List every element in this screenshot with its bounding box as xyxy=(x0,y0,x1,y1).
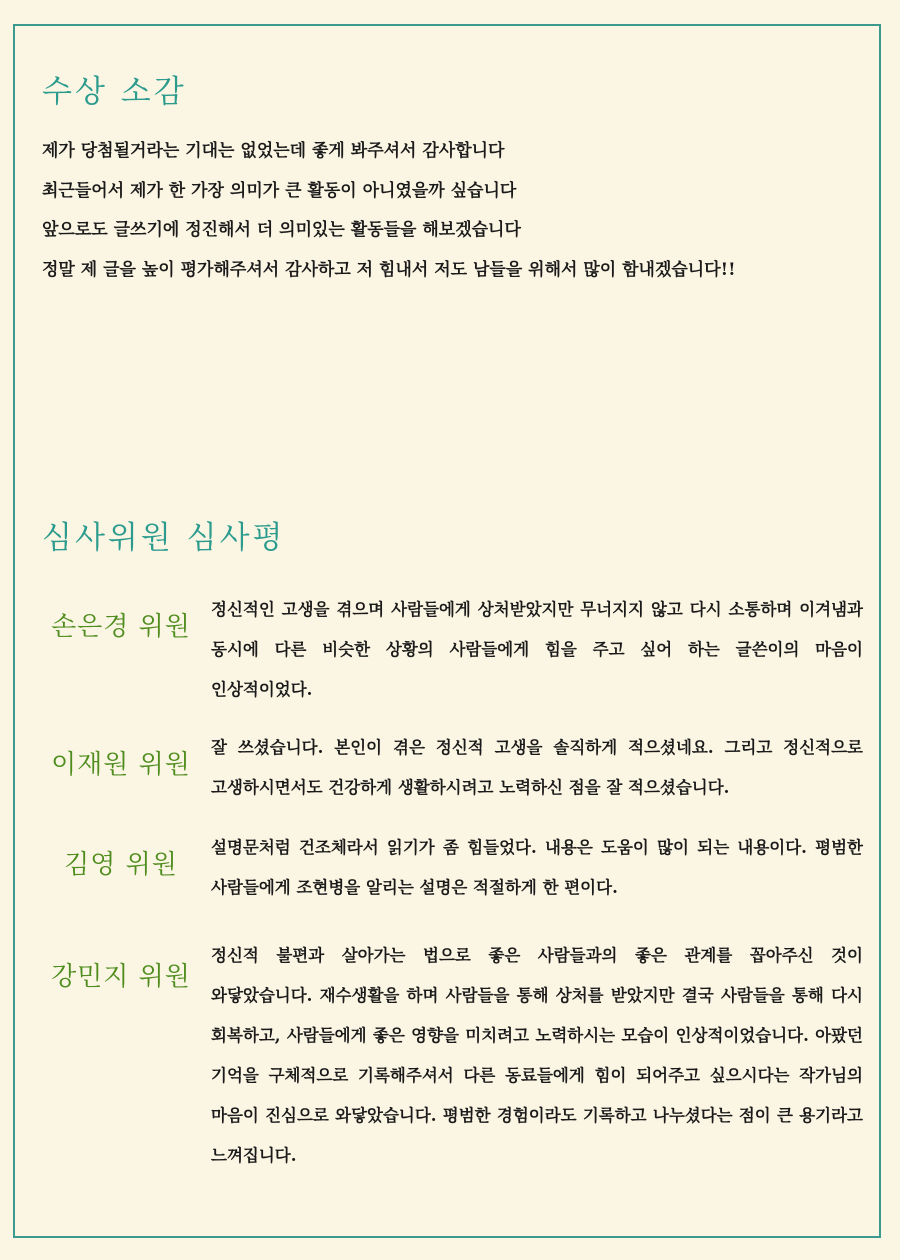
award-speech-heading: 수상 소감 xyxy=(42,74,187,110)
review-text: 설명문처럼 건조체라서 읽기가 좀 힘들었다. 내용은 도움이 많이 되는 내용이다. 평범한 사람들에게 조현병을 알리는 설명은 적절하게 한 편이다. xyxy=(211,838,863,897)
judges-review-heading: 심사위원 심사평 xyxy=(42,520,286,556)
review-text: 정신적 불편과 살아가는 법으로 좋은 사람들과의 좋은 관계를 꼽아주신 것이 와닿았습니다. 재수생활을 하며 사람들을 통해 상처를 받았지만 결국 사람들을 통해 다시 회복하고, 사람들에게 좋은 영향을 미치려고 노력하시는 모습이 인상적이었습니다. 아팠던 기억을 구체적으로 기록해주셔서 다른 동료들에게 힘이 되어주고 싶으시다는 작가님의 마음이 진심으로 와닿았습니다. 평범한 경험이라도 기록하고 나누셨다는 점이 큰 용기라고 느껴집니다. xyxy=(211,946,863,1165)
award-speech-line: 제가 당첨될거라는 기대는 없었는데 좋게 봐주셔서 감사합니다 xyxy=(42,141,505,161)
reviewer-name: 손은경 위원 xyxy=(51,612,191,642)
reviewer-name: 김영 위원 xyxy=(64,850,178,880)
award-speech-line: 앞으로도 글쓰기에 정진해서 더 의미있는 활동들을 해보겠습니다 xyxy=(42,220,521,240)
award-speech-line: 최근들어서 제가 한 가장 의미가 큰 활동이 아니였을까 싶습니다 xyxy=(42,180,517,201)
reviewer-name: 강민지 위원 xyxy=(51,962,191,992)
award-speech-line: 정말 제 글을 높이 평가해주셔서 감사하고 저 힘내서 저도 남들을 위해서 많이 함내겠습니다!! xyxy=(42,259,736,280)
review-text: 정신적인 고생을 겪으며 사람들에게 상처받았지만 무너지지 않고 다시 소통하며 이겨냄과 동시에 다른 비슷한 상황의 사람들에게 힘을 주고 싶어 하는 글쓴이의 마음이 인상적이었다. xyxy=(211,600,863,699)
review-text: 잘 쓰셨습니다. 본인이 겪은 정신적 고생을 솔직하게 적으셨네요. 그리고 정신적으로 고생하시면서도 건강하게 생활하시려고 노력하신 점을 잘 적으셨습니다. xyxy=(211,738,863,797)
reviewer-name: 이재원 위원 xyxy=(51,750,191,780)
page-frame xyxy=(13,24,881,1238)
award-speech-lines xyxy=(42,132,872,290)
